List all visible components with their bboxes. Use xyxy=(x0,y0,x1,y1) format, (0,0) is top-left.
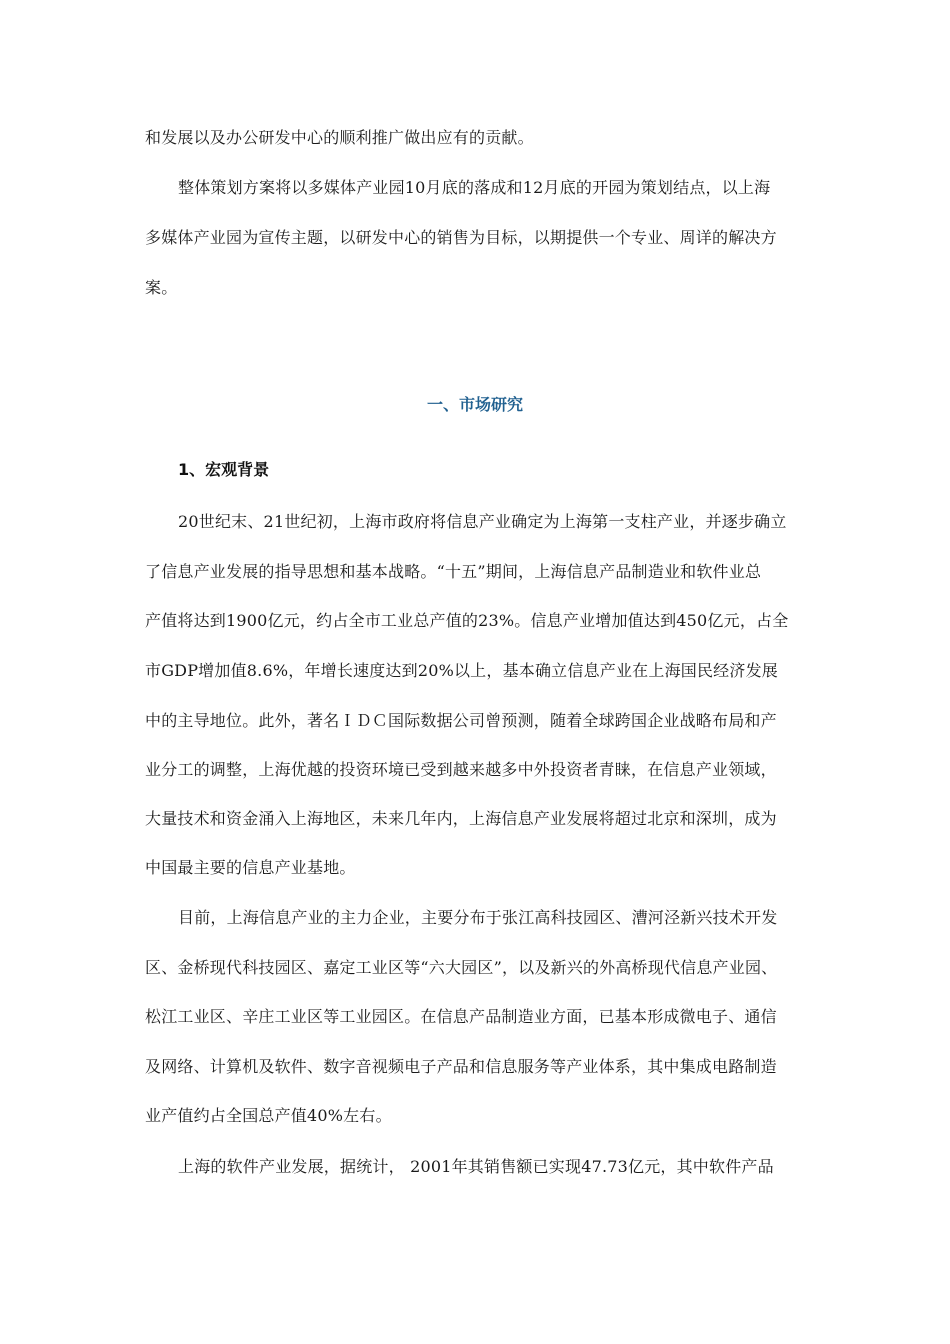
intro-paragraph-2-line-1: 整体策划方案将以多媒体产业园10月底的落成和12月底的开园为策划结点，以上海 xyxy=(178,178,771,197)
body-paragraph-1-line-4: 市GDP增加值8.6%，年增长速度达到20%以上，基本确立信息产业在上海国民经济发展 xyxy=(145,661,778,680)
body-paragraph-2-line-2: 区、金桥现代科技园区、嘉定工业区等“六大园区”，以及新兴的外高桥现代信息产业园、 xyxy=(145,958,778,977)
body-paragraph-3-line-1: 上海的软件产业发展，据统计， 2001年其销售额已实现47.73亿元，其中软件产品 xyxy=(178,1157,774,1176)
subsection-title: 1、宏观背景 xyxy=(178,460,270,479)
section-title: 一、市场研究 xyxy=(426,395,523,414)
body-paragraph-1-line-5: 中的主导地位。此外，著名ＩＤＣ国际数据公司曾预测，随着全球跨国企业战略布局和产 xyxy=(145,711,777,730)
body-paragraph-1-line-2: 了信息产业发展的指导思想和基本战略。“十五”期间，上海信息产品制造业和软件业总 xyxy=(145,562,762,581)
body-paragraph-2-line-5: 业产值约占全国总产值40%左右。 xyxy=(145,1106,392,1125)
body-paragraph-2-line-4: 及网络、计算机及软件、数字音视频电子产品和信息服务等产业体系，其中集成电路制造 xyxy=(145,1057,777,1076)
body-paragraph-2-line-1: 目前，上海信息产业的主力企业，主要分布于张江高科技园区、漕河泾新兴技术开发 xyxy=(178,908,778,927)
intro-paragraph-2-line-2: 多媒体产业园为宣传主题，以研发中心的销售为目标，以期提供一个专业、周详的解决方 xyxy=(145,228,777,247)
body-paragraph-1-line-3: 产值将达到1900亿元，约占全市工业总产值的23%。信息产业增加值达到450亿元，占全 xyxy=(145,611,789,630)
body-paragraph-1-line-8: 中国最主要的信息产业基地。 xyxy=(145,858,356,877)
intro-paragraph-1-line-1: 和发展以及办公研发中心的顺利推广做出应有的贡献。 xyxy=(145,128,534,147)
body-paragraph-1-line-7: 大量技术和资金涌入上海地区，未来几年内，上海信息产业发展将超过北京和深圳，成为 xyxy=(145,809,777,828)
intro-paragraph-2-line-3: 案。 xyxy=(145,278,178,297)
body-paragraph-1-line-6: 业分工的调整，上海优越的投资环境已受到越来越多中外投资者青睐，在信息产业领域， xyxy=(145,760,777,779)
body-paragraph-1-line-1: 20世纪末、21世纪初，上海市政府将信息产业确定为上海第一支柱产业，并逐步确立 xyxy=(178,512,787,531)
body-paragraph-2-line-3: 松江工业区、辛庄工业区等工业园区。在信息产品制造业方面，已基本形成微电子、通信 xyxy=(145,1007,777,1026)
